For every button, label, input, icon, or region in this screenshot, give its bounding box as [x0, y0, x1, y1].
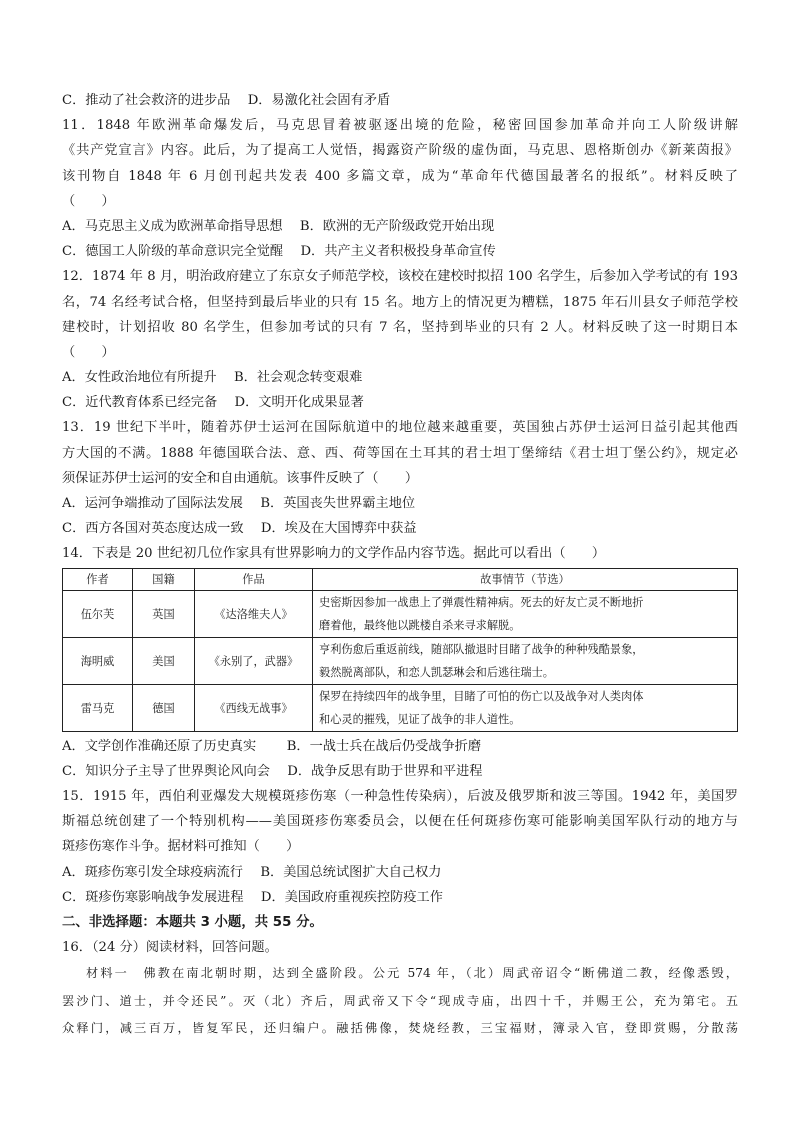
text-line: 《共产党宣言》内容。此后，为了提高工人觉悟，揭露资产阶级的虚伪面，马克思、恩格斯创办《新莱茵报》 — [62, 143, 738, 159]
text-line: （ ） — [62, 344, 115, 360]
text-line: A．斑疹伤寒引发全球疫病流行 B．美国总统试图扩大自己权力 — [62, 864, 442, 880]
text-line: A．马克思主义成为欧洲革命指导思想 B．欧洲的无产阶级政党开始出现 — [62, 218, 495, 234]
literature-table — [62, 568, 738, 732]
plot-line: 史密斯因参加一战患上了弹震性精神病。死去的好友亡灵不断地折 — [319, 595, 644, 609]
table-header-cell: 国籍 — [133, 568, 195, 590]
table-header-cell: 作者 — [63, 568, 133, 590]
exam-page — [62, 88, 738, 1043]
nation-cell: 德国 — [133, 684, 195, 731]
nation-cell: 英国 — [133, 590, 195, 637]
text-line: C．德国工人阶级的革命意识完全觉醒 D．共产主义者积极投身革命宣传 — [62, 244, 496, 260]
text-line: A．文学创作准确还原了历史真实 B．一战士兵在战后仍受战争折磨 — [62, 738, 482, 754]
material-line: 材料一 佛教在南北朝时期，达到全盛阶段。公元 574 年，（北）周武帝诏令“断佛道二教，经像悉毁， — [86, 966, 738, 981]
text-line: 斑疹伤寒作斗争。据材料可推知（ ） — [62, 839, 300, 855]
text-line: 方大国的不满。1888 年德国联合法、意、西、荷等国在土耳其的君士坦丁堡缔结《君士坦丁堡公约》，规定必 — [62, 445, 738, 461]
author-cell: 海明威 — [63, 637, 133, 684]
text-line: 该刊物自 1848 年 6 月创刊起共发表 400 多篇文章，成为“革命年代德国最著名的报纸”。材料反映了 — [62, 168, 738, 184]
author-cell: 伍尔芙 — [63, 590, 133, 637]
text-line: 14．下表是 20 世纪初几位作家具有世界影响力的文学作品内容节选。据此可以看出（ ） — [62, 546, 606, 562]
table-row — [63, 684, 738, 731]
table-header-row — [63, 568, 738, 590]
table-row — [63, 637, 738, 684]
plot-line: 和心灵的摧残，见证了战争的非人道性。 — [319, 712, 521, 726]
text-line: 13．19 世纪下半叶，随着苏伊士运河在国际航道中的地位越来越重要，英国独占苏伊士运河日益引起其他西 — [62, 420, 738, 436]
work-cell: 《西线无战事》 — [195, 684, 313, 731]
text-line: 斯福总统创建了一个特别机构——美国斑疹伤寒委员会，以便在任何斑疹伤寒可能影响美国军队行动的地方与 — [62, 814, 738, 830]
table-header-cell: 作品 — [195, 568, 313, 590]
text-line: 建校时，计划招收 80 名学生，但参加考试的只有 7 名，坚持到毕业的只有 2 人。材料反映了这一时期日本 — [62, 319, 738, 335]
work-cell: 《永别了，武器》 — [195, 637, 313, 684]
text-line: C．斑疹伤寒影响战争发展进程 D．美国政府重视疾控防疫工作 — [62, 889, 443, 905]
plot-cell — [313, 590, 738, 637]
nation-cell: 美国 — [133, 637, 195, 684]
text-line: C．知识分子主导了世界舆论风向会 D．战争反思有助于世界和平进程 — [62, 763, 483, 779]
author-cell: 雷马克 — [63, 684, 133, 731]
text-line: C．近代教育体系已经完备 D．文明开化成果显著 — [62, 395, 364, 411]
text-line: 名，74 名经考试合格，但坚持到最后毕业的只有 15 名。地方上的情况更为糟糕，1875 年石川县女子师范学校 — [62, 294, 738, 310]
text-line: 15．1915 年，西伯利亚爆发大规模斑疹伤寒（一种急性传染病），后波及俄罗斯和波三等国。1942 年，美国罗 — [62, 788, 738, 804]
text-line: A．运河争端推动了国际法发展 B．英国丧失世界霸主地位 — [62, 496, 416, 511]
text-line: A．女性政治地位有所提升 B．社会观念转变艰难 — [62, 370, 363, 386]
text-line: 12．1874 年 8 月，明治政府建立了东京女子师范学校，该校在建校时拟招 100 名学生，后参加入学考试的有 193 — [62, 269, 738, 285]
material-line: 罢沙门、道士，并令还民”。灭（北）齐后，周武帝又下令“现成寺庙，出四十千，并赐王公，充为第宅。五 — [62, 993, 738, 1008]
plot-cell — [313, 684, 738, 731]
text-line: C．西方各国对英态度达成一致 D．埃及在大国博弈中获益 — [62, 521, 417, 537]
material-line: 众释门，减三百万，皆复军民，还归编户。融括佛像，焚烧经教，三宝福财，簿录入官，登即赏赐，分散荡 — [62, 1021, 738, 1036]
question-block-bottom — [62, 734, 738, 910]
text-line: （ ） — [62, 193, 115, 209]
plot-line: 磨着他，最终他以跳楼自杀来寻求解脱。 — [319, 618, 521, 632]
plot-line: 毅然脱离部队，和恋人凯瑟琳会和后逃往瑞士。 — [319, 665, 554, 679]
plot-line: 亨利伤愈后重返前线，随部队撤退时目睹了战争的种种残酷景象， — [319, 642, 644, 656]
text-line: 须保证苏伊士运河的安全和自由通航。该事件反映了（ ） — [62, 470, 419, 486]
text-line: 11．1848 年欧洲革命爆发后，马克思冒着被驱逐出境的危险，秘密回国参加革命并向工人阶级讲解 — [62, 118, 738, 134]
table-header-cell: 故事情节（节选） — [313, 568, 738, 590]
question-block-top — [62, 88, 738, 567]
plot-cell — [313, 637, 738, 684]
section-title: 二、非选择题：本题共 3 小题，共 55 分。 — [62, 914, 323, 930]
table-row — [63, 590, 738, 637]
text-line: C．推动了社会救济的进步品 D．易激化社会固有矛盾 — [62, 93, 391, 108]
work-cell: 《达洛维夫人》 — [195, 590, 313, 637]
question-stem: 16．（24 分）阅读材料，回答问题。 — [62, 940, 278, 956]
plot-line: 保罗在持续四年的战争里，目睹了可怕的伤亡以及战争对人类肉体 — [319, 689, 644, 703]
material-passage — [62, 960, 738, 1043]
